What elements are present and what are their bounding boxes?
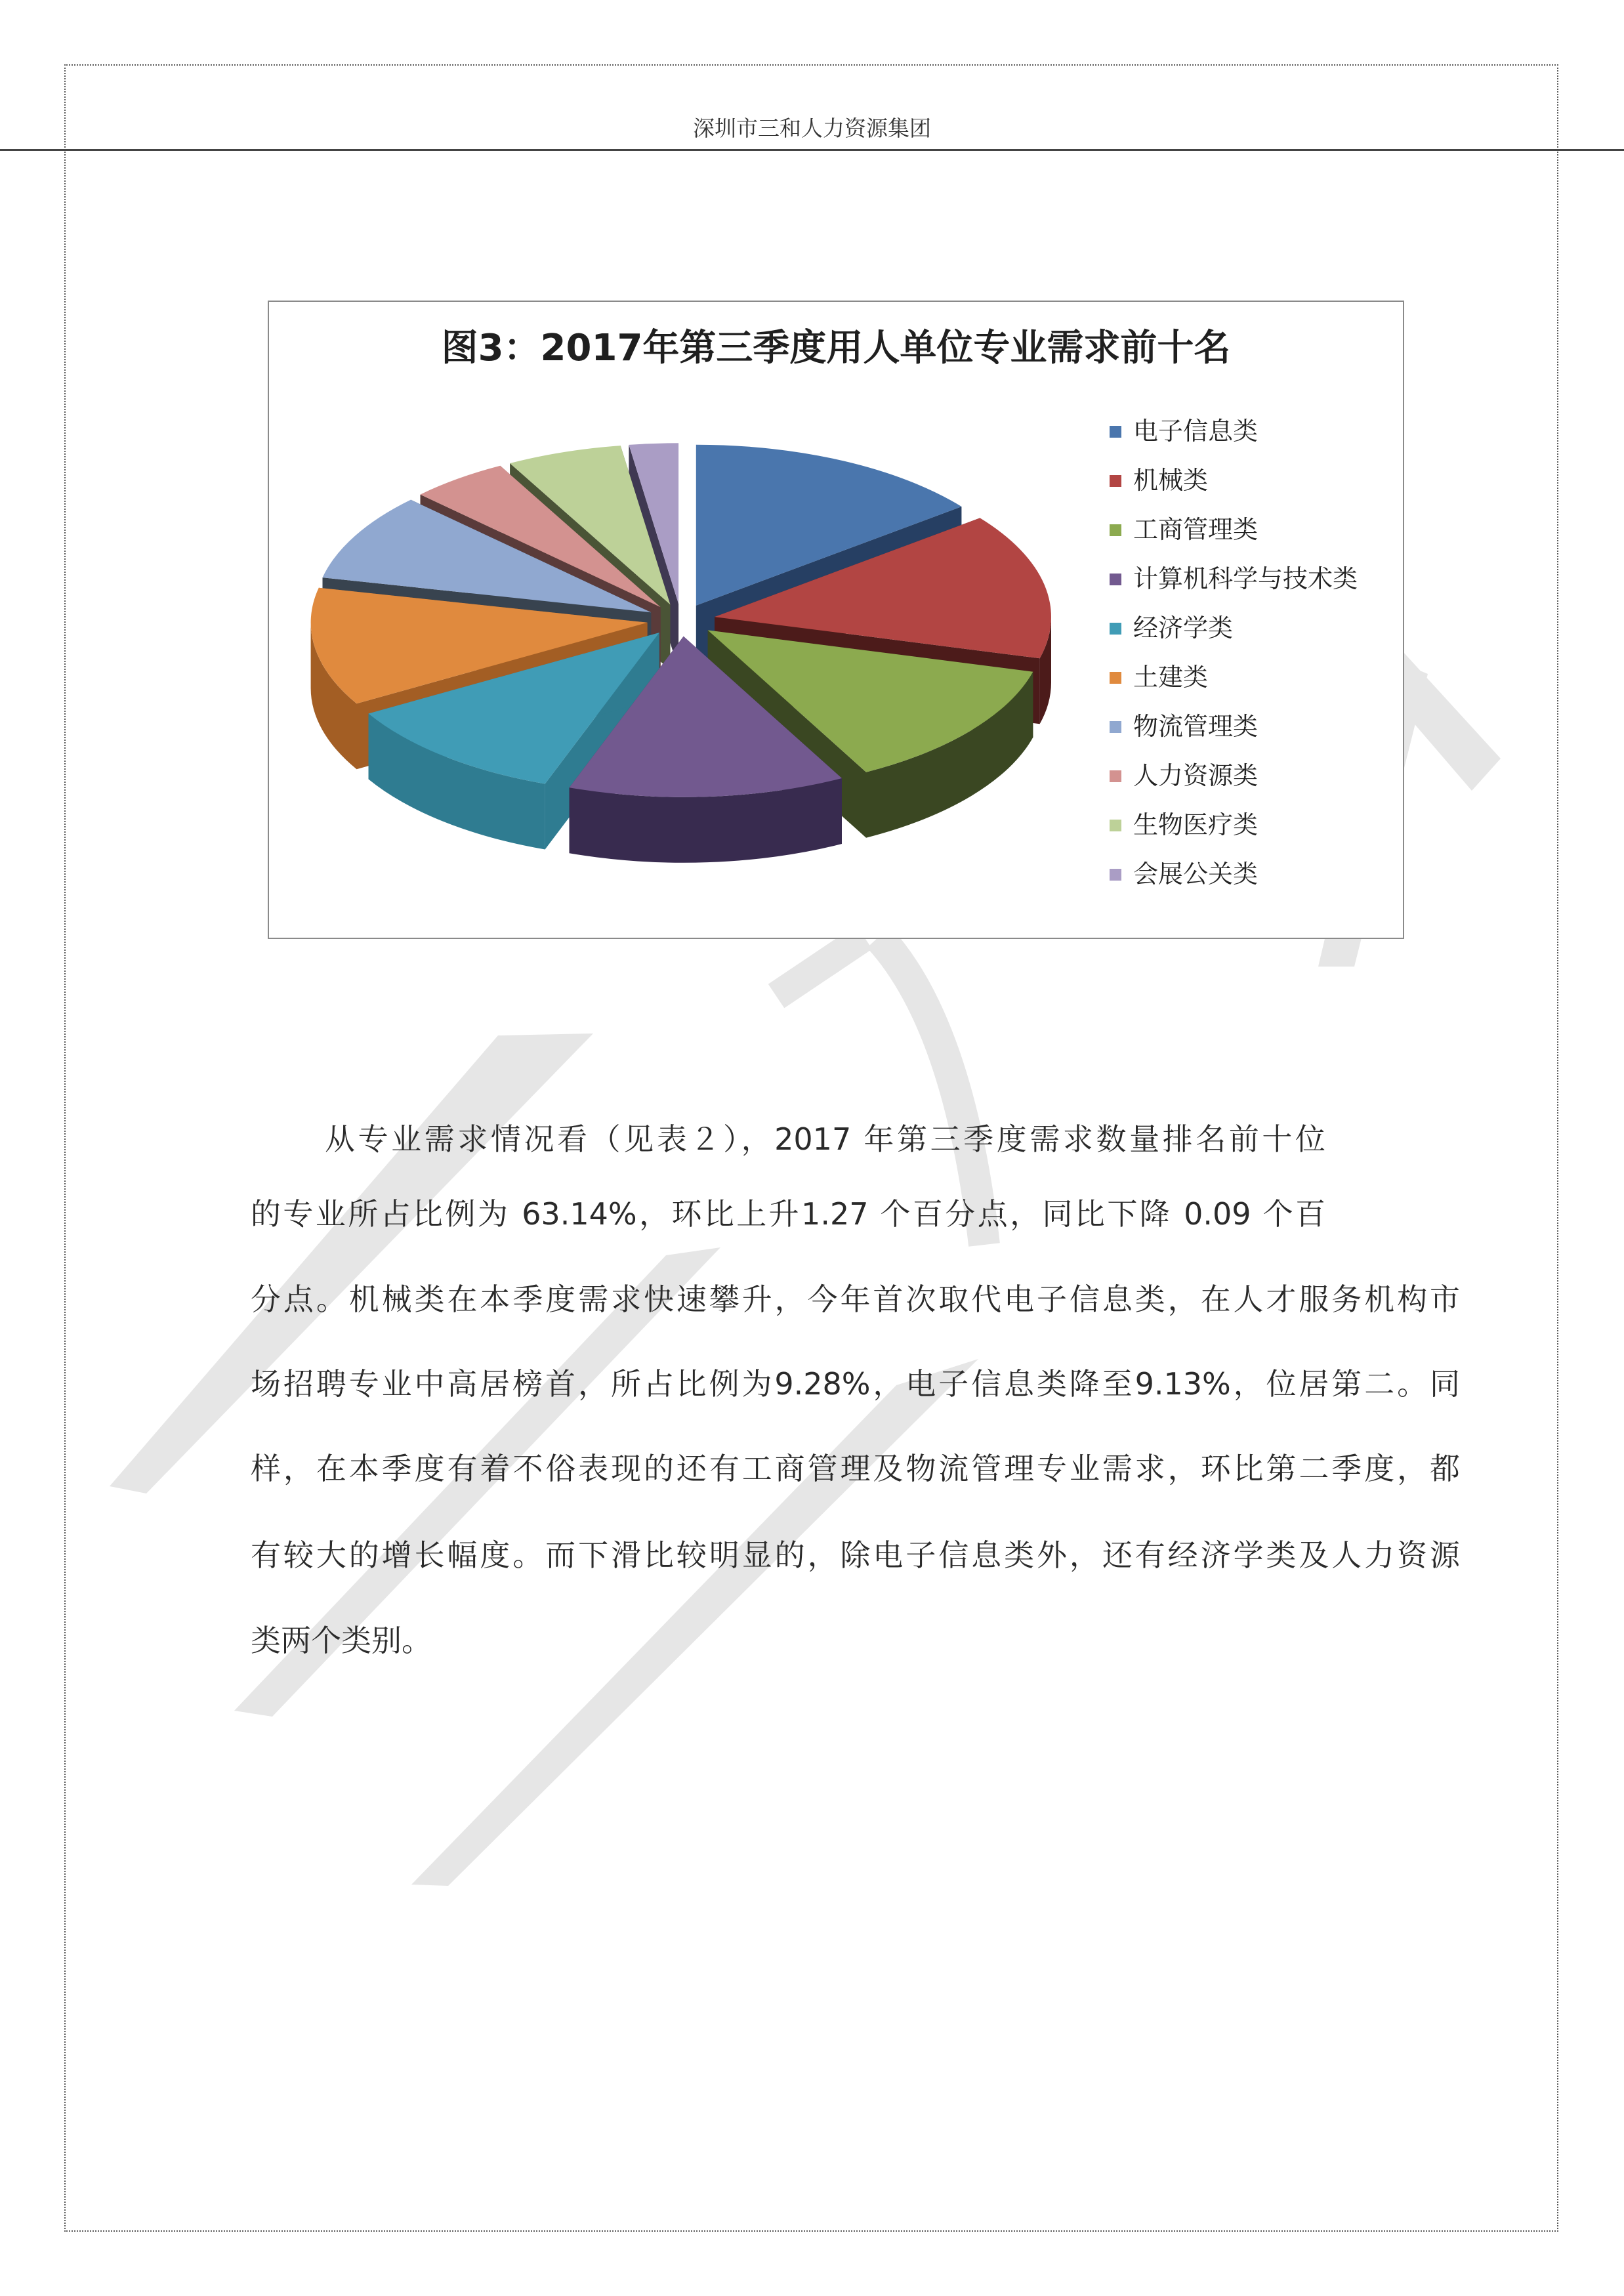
paragraph-line: 从专业需求情况看（见表２），2017 年第三季度需求数量排名前十位 — [325, 1121, 1325, 1157]
legend-item — [1110, 407, 1358, 456]
legend-swatch — [1110, 820, 1121, 831]
chart-title: 图3：2017年第三季度用人单位专业需求前十名 — [441, 327, 1231, 369]
legend-swatch — [1110, 475, 1121, 487]
paragraph-line: 样，在本季度有着不俗表现的还有工商管理及物流管理专业需求，环比第二季度，都 — [251, 1451, 1460, 1486]
legend-item — [1110, 751, 1358, 801]
legend-item — [1110, 505, 1358, 554]
legend-swatch — [1110, 770, 1121, 782]
legend-swatch — [1110, 672, 1121, 684]
legend-item — [1110, 653, 1358, 702]
pie-chart-figure — [268, 301, 1404, 939]
legend-swatch — [1110, 426, 1121, 438]
paragraph-line: 的专业所占比例为 63.14%，环比上升1.27 个百分点，同比下降 0.09 个百 — [251, 1196, 1325, 1232]
legend-label: 物流管理类 — [1133, 712, 1259, 741]
legend-item — [1110, 456, 1358, 505]
legend-swatch — [1110, 721, 1121, 733]
header-company-name: 深圳市三和人力资源集团 — [693, 115, 931, 141]
legend-item — [1110, 554, 1358, 604]
legend-label: 经济学类 — [1133, 614, 1234, 642]
legend-swatch — [1110, 623, 1121, 635]
legend-item — [1110, 702, 1358, 751]
legend-swatch — [1110, 869, 1121, 881]
legend-item — [1110, 801, 1358, 850]
legend-label: 会展公关类 — [1133, 860, 1259, 888]
paragraph-line: 有较大的增长幅度。而下滑比较明显的，除电子信息类外，还有经济学类及人力资源 — [251, 1537, 1460, 1573]
chart-legend — [1110, 407, 1358, 899]
legend-label: 机械类 — [1133, 466, 1209, 495]
legend-swatch — [1110, 524, 1121, 536]
legend-swatch — [1110, 574, 1121, 585]
paragraph-line: 类两个类别。 — [251, 1623, 432, 1658]
legend-label: 人力资源类 — [1133, 761, 1259, 790]
legend-item — [1110, 850, 1358, 899]
paragraph-line: 分点。机械类在本季度需求快速攀升，今年首次取代电子信息类，在人才服务机构市 — [251, 1282, 1460, 1317]
legend-label: 工商管理类 — [1133, 515, 1259, 544]
header-rule — [0, 149, 1624, 151]
legend-label: 土建类 — [1133, 663, 1209, 692]
paragraph-line: 场招聘专业中高居榜首，所占比例为9.28%，电子信息类降至9.13%，位居第二。同 — [251, 1366, 1460, 1402]
legend-label: 计算机科学与技术类 — [1133, 564, 1358, 593]
legend-label: 生物医疗类 — [1133, 810, 1259, 839]
legend-item — [1110, 604, 1358, 653]
legend-label: 电子信息类 — [1133, 417, 1259, 446]
